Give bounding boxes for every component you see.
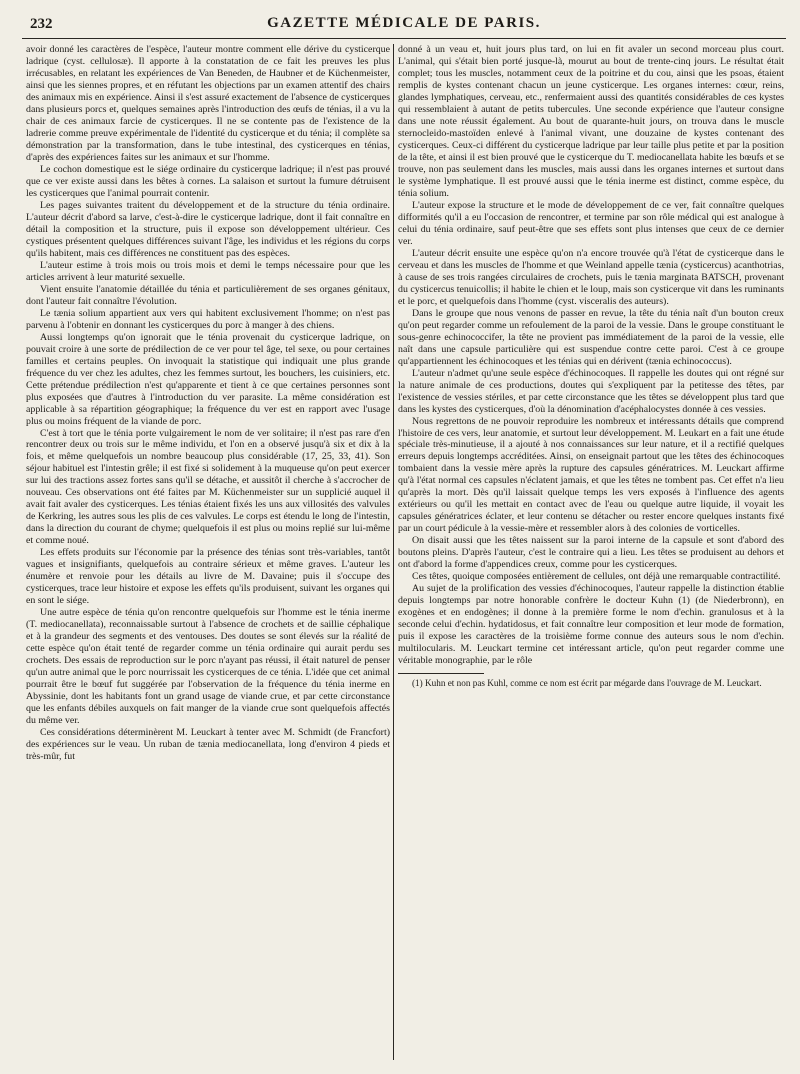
paragraph: donné à un veau et, huit jours plus tard, on lui en fit avaler un second morceau plus court. L'animal, qui s'était bien porté jusque-là, mourut au bout de trente-cinq jours. Le résultat était complet; tous les muscles, notamment ceux de la poitrine et du cou, ainsi que les psoas, étaient remplis de kystes contenant chacun un jeune cysticerque. Les organes internes: cœur, reins, glandes lymphatiques, cerveau, etc., renfermaient aussi des quantités considérables de ces kystes qui ressemblaient à autant de petits tubercules. Une seconde expérience que l'auteur consigne dans une note réussit également. Au bout de quarante-huit jours, on trouva dans le muscle sternocleido-mastoïden enlevé à l'animal vivant, une douzaine de kystes contenant des cysticerques. Ceux-ci différent du cysticerque ladrique par leur taille plus petite et par la position de la tête, et ainsi il est bien prouvé que le cysticerque du T. mediocanellata habite les bœufs et se trouve, non pas seulement dans les muscles, mais aussi dans les organes internes et surtout dans le système lymphatique. Il est prouvé aussi que le ténia inerme est distinct, comme espèce, du ténia solium.: [398, 44, 784, 199]
paragraph: Les pages suivantes traitent du développement et de la structure du ténia ordinaire. L'auteur décrit d'abord sa larve, c'est-à-dire le cysticerque ladrique, dont il fait connaître en détail la composition et la structure, puis il expose son développement ultérieur. Ces cystiques présentent quelques différences suivant l'âge, les individus et les régions du corps qu'ils habitent, mais ces différences ne constituent pas des espèces.: [26, 199, 390, 259]
paragraph: Ces considérations déterminèrent M. Leuckart à tenter avec M. Schmidt (de Francfort) des expériences sur le veau. Un ruban de tænia mediocanellata, long d'environ 4 pieds et très-mûr, fut: [26, 727, 390, 763]
paragraph: Le tænia solium appartient aux vers qui habitent exclusivement l'homme; on n'est pas parvenu à l'obtenir en donnant les cysticerques du porc à manger à des chiens.: [26, 307, 390, 331]
paragraph: L'auteur décrit ensuite une espèce qu'on n'a encore trouvée qu'à l'état de cysticerque dans le cerveau et dans les muscles de l'homme et que Weinland appelle tænia (cysticercus) acanthotrias, à cause de ses trois rangées circulaires de crochets, puis le tænia marginata BATSCH, provenant du cysticercus tenuicollis; il habite le chien et le loup, mais son cysticerque vit dans les ruminants et le porc, et quelquefois dans l'homme (cyst. visceralis des auteurs).: [398, 247, 784, 307]
paragraph: Nous regrettons de ne pouvoir reproduire les nombreux et intéressants détails que comprend l'histoire de ces vers, leur anatomie, et surtout leur développement. M. Leukart en a fait une étude spéciale très-minutieuse, il a ajouté à nos connaissances sur leur nature, et il a rectifié quelques erreurs depuis longtemps accréditées. Ainsi, on enseignait partout que les têtes des échinocoques tombaient dans la vessie mère après la rupture des capsules génératrices. M. Leuckart affirme qu'à l'état normal ces capsules n'éclatent jamais, et que les têtes ne tombent pas. Cet effet n'a lieu qu'après la mort. Dès qu'il laissait quelque temps les vers exposés à l'influence des agents extérieurs ou qu'il les mettait en contact avec de l'eau ou quelque autre liquide, il voyait les capsules génératrices éclater, et leur contenu se détacher ou rester encore quelques instants fixé par un court pédicule à la vessie-mère et ressembler alors à des colonies de vorticelles.: [398, 415, 784, 535]
paragraph: On disait aussi que les têtes naissent sur la paroi interne de la capsule et sont d'abord des boutons pleins. D'après l'auteur, c'est le contraire qui a lieu. Les têtes se produisent au dehors et ont d'abord la forme d'appendices creux, comme pour les cysticerques.: [398, 535, 784, 571]
footnote: (1) Kuhn et non pas Kuhl, comme ce nom est écrit par mégarde dans l'ouvrage de M. Leuckart.: [412, 678, 762, 689]
paragraph: L'auteur expose la structure et le mode de développement de ce ver, fait connaître quelques difformités qu'il a eu l'occasion de rencontrer, et termine par son rôle médical qui est analogue à celui du ténia ordinaire, sauf peut-être que ses effets sont plus intenses que ceux de ce dernier ver.: [398, 199, 784, 247]
footnote-divider: [398, 673, 484, 674]
paragraph: Au sujet de la prolification des vessies d'échinocoques, l'auteur rappelle la distinction établie depuis longtemps par notre honorable confrère le docteur Kuhn (1) (de Niederbronn), en exogènes et en endogènes; il donne à la première forme le nom d'echin. granulosus et à la seconde celui d'echin. hydatidosus, et fait connaître leur composition et leur mode de formation, puis il expose les caractères de la troisième forme connue des auteurs sous le nom d'echin. multilocularis. M. Leuckart termine cet intéressant article, qu'on peut regarder comme une véritable monographie, par le rôle: [398, 583, 784, 667]
paragraph: Une autre espèce de ténia qu'on rencontre quelquefois sur l'homme est le ténia inerme (T. mediocanellata), reconnaissable surtout à l'absence de crochets et de saillie céphalique et à la grandeur des segments et des ventouses. Des doutes se sont élevés sur la réalité de cette espèce qu'on était tenté de regarder comme un ténia ordinaire qui aurait perdu ses crochets. Des essais de reproduction sur le porc n'ayant pas réussi, il était naturel de penser qu'un autre animal que le porc nourrissait les cysticerques de ce ténia. L'idée que cet animal pourrait être le bœuf fut suggérée par l'observation de la fréquence du ténia inerme en Abyssinie, dont les habitants font un grand usage de viande crue, et par cette circonstance que les enfants débiles auxquels on fait manger de la viande crue sont quelquefois affectés du même ver.: [26, 607, 390, 727]
paragraph: Les effets produits sur l'économie par la présence des ténias sont très-variables, tantôt vagues et insignifiants, quelquefois au contraire sérieux et même graves. L'auteur les énumère et renvoie pour les détails au livre de M. Davaine; puis il s'occupe des cysticerques, trace leur histoire et expose les effets qu'ils produisent, suivant les organes qui en sont le siége.: [26, 547, 390, 607]
page-header: [22, 12, 786, 39]
page-number: 232: [30, 16, 53, 32]
paragraph: C'est à tort que le ténia porte vulgairement le nom de ver solitaire; il n'est pas rare d'en rencontrer deux ou trois sur le même individu, et l'on en a observé jusqu'à six et dix à la fois, et même quelquefois un nombre beaucoup plus considérable (17, 25, 33, 41). Son séjour habituel est l'intestin grêle; il est fixé si solidement à la muqueuse qu'on peut exercer sur lui des tractions assez fortes sans qu'il se détache, et aussitôt il cherche à s'accrocher de nouveau. Ces observations ont été faites par M. Küchenmeister sur un supplicié auquel il avait fait avaler des cysticerques. Les ténias étaient fixés les uns aux villosités des valvules de Kerkring, les autres sous les plis de ces valvules. Le corps est étendu le long de l'intestin, dans la direction du courant de chyme; quelquefois il est plus ou moins replié sur lui-même et comme noué.: [26, 427, 390, 547]
paragraph: Aussi longtemps qu'on ignorait que le ténia provenait du cysticerque ladrique, on pouvait croire à une sorte de prédilection de ce ver pour tel âge, tel sexe, ou pour certaines familles et certains peuples. On invoquait la statistique qui indiquait une plus grande fréquence du ver chez les adultes, chez les femmes surtout, les bouchers, les cuisiniers, etc. Cette prétendue prédilection n'est qu'apparente et tient à ce que certaines personnes sont plus exposées que d'autres à l'introduction du ver parasite. La même considération est applicable à sa répartition géographique; la fréquence du ver est en rapport avec l'usage plus ou moins fréquent de la viande de porc.: [26, 331, 390, 427]
paragraph: Ces têtes, quoique composées entièrement de cellules, ont déjà une remarquable contractilité.: [412, 571, 781, 583]
paragraph: L'auteur n'admet qu'une seule espèce d'échinocoques. Il rappelle les doutes qui ont régné sur la nature animale de ces productions, doutes qui s'expliquent par la petitesse des têtes, par l'existence de vessies stériles, et par cette circonstance que les têtes se développent plus tard que dans les kystes des cysticerques, d'où la dénomination d'acéphalocystes donnée à ces vessies.: [398, 367, 784, 415]
column-divider: [393, 44, 394, 1060]
paragraph: L'auteur estime à trois mois ou trois mois et demi le temps nécessaire pour que les articles arrivent à leur maturité sexuelle.: [26, 259, 390, 283]
paragraph: Le cochon domestique est le siége ordinaire du cysticerque ladrique; il n'est pas prouvé que ce ver existe aussi dans les bêtes à cornes. La salaison et surtout la fumure détruisent les cysticerques que l'animal pourrait contenir.: [26, 163, 390, 199]
running-title: GAZETTE MÉDICALE DE PARIS.: [267, 15, 541, 31]
paragraph: Vient ensuite l'anatomie détaillée du ténia et particulièrement de ses organes génitaux, dont l'auteur fait connaître l'évolution.: [26, 283, 390, 307]
left-column: [26, 44, 390, 763]
paragraph: avoir donné les caractères de l'espèce, l'auteur montre comment elle dérive du cysticerque ladrique (cyst. cellulosæ). Il apporte à la constatation de ce fait les preuves les plus irrécusables, en relatant les expériences de Van Beneden, de Haubner et de Küchenmeister, ainsi que les siennes propres, et en réfutant les objections par un examen attentif des chairs des animaux mis en expérience. Ainsi il s'est assuré exactement de l'absence de cysticerques dans plusieurs porcs et, quelques semaines après l'introduction des œufs de ténias, il a vu la chair de ces animaux farcie de cysticerques. Il ne se contente pas de l'existence de la ladrerie comme preuve expérimentale de l'identité du cysticerque et du ténia; il complète sa démonstration par la transformation, dans le tube intestinal, des cysticerques en ténias, d'après des expériences faites sur les animaux et sur l'homme.: [26, 44, 390, 163]
paragraph: Dans le groupe que nous venons de passer en revue, la tête du ténia naît d'un bouton creux qu'on peut regarder comme un refoulement de la paroi de la vessie. Dans le groupe constituant le sous-genre echinococcifer, la tête ne provient pas immédiatement de la paroi de la vessie, elle naît dans une capsule particulière qui est suspendue contre cette paroi. C'est à ce groupe qu'appartiennent les échinocoques et les ténias qui en dérivent (tænia echinococcus).: [398, 307, 784, 367]
right-column: [398, 44, 784, 689]
